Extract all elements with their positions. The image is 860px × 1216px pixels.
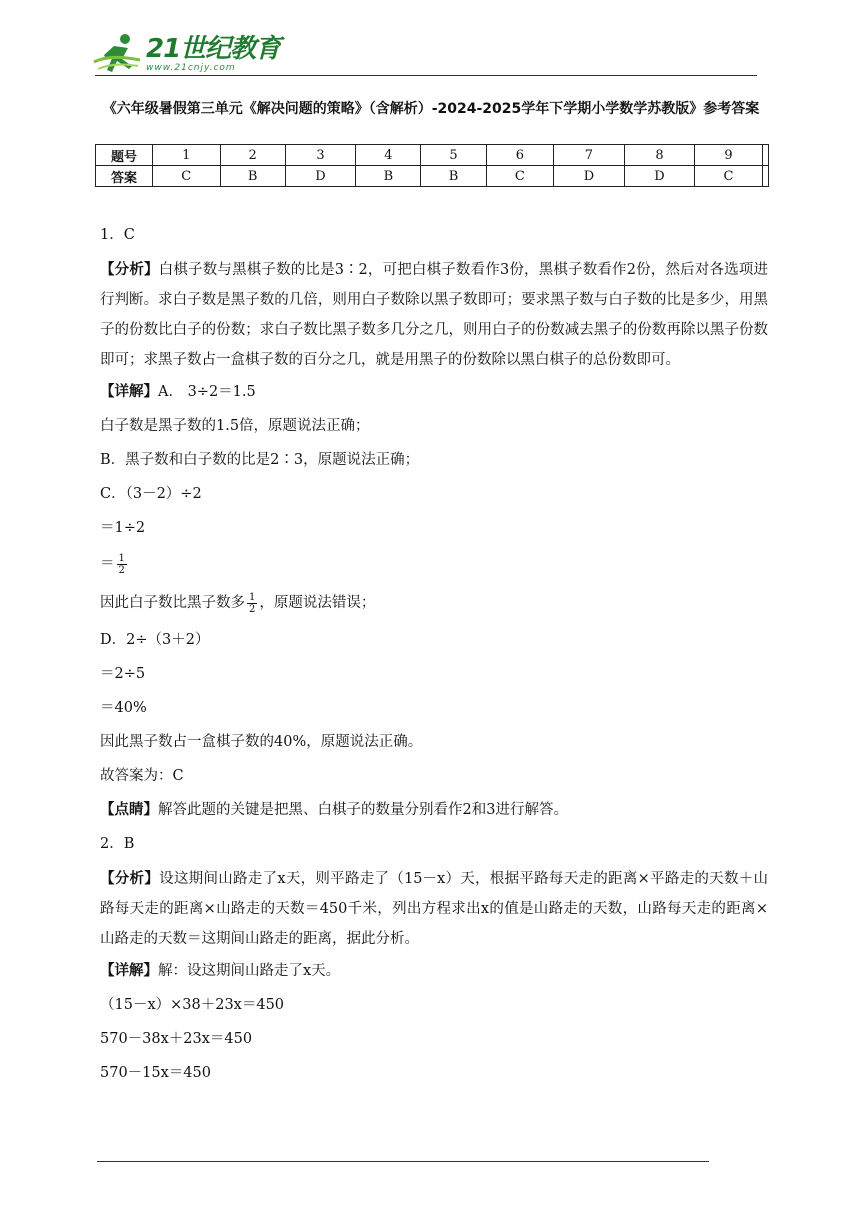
logo	[92, 32, 280, 76]
q1-line: ＝1÷2	[100, 520, 146, 536]
c-conclusion-after: ，原题说法错误；	[259, 595, 376, 611]
question-number-cell: 2	[220, 145, 285, 166]
runner-logo-icon	[92, 32, 144, 76]
answer-cell: C	[486, 166, 554, 187]
q1-analysis	[100, 255, 768, 375]
answer-cell	[762, 166, 768, 187]
detail-tag: 【详解】	[100, 963, 158, 979]
q1-line: B．黑子数和白子数的比是2∶3，原题说法正确；	[100, 452, 420, 468]
fraction-denominator: 2	[118, 564, 125, 576]
question-number-cell: 6	[486, 145, 554, 166]
logo-main-text: 21世纪教育	[146, 33, 281, 64]
question-1-answer: 1．C	[100, 227, 135, 243]
question-number-cell: 8	[624, 145, 695, 166]
question-number-cell: 5	[421, 145, 486, 166]
question-number-cell: 4	[356, 145, 421, 166]
detail-tag: 【详解】	[100, 384, 158, 400]
question-2-answer: 2．B	[100, 836, 135, 852]
q2-line: 570－15x＝450	[100, 1065, 211, 1081]
q2-line: 570－38x＋23x＝450	[100, 1031, 253, 1047]
q1-line: ＝2÷5	[100, 666, 146, 682]
page-header	[92, 30, 757, 80]
question-number-cell: 9	[695, 145, 763, 166]
fraction-numerator: 1	[118, 552, 125, 564]
q1-point-text: 解答此题的关键是把黑、白棋子的数量分别看作2和3进行解答。	[158, 802, 568, 818]
question-number-cell: 7	[554, 145, 625, 166]
fraction-denominator: 2	[249, 603, 256, 615]
q1-detail-first: A． 3÷2＝1.5	[158, 384, 256, 400]
q1-point	[100, 793, 768, 827]
q1-c-conclusion	[100, 583, 768, 623]
q1-detail	[100, 375, 768, 409]
solution-content	[100, 218, 768, 1090]
q2-analysis	[100, 864, 768, 954]
fraction	[247, 592, 257, 615]
question-number-cell: 1	[153, 145, 221, 166]
question-number-cell: 3	[285, 145, 356, 166]
answer-cell: B	[356, 166, 421, 187]
answer-cell: B	[421, 166, 486, 187]
row-label-answer: 答案	[96, 166, 153, 187]
point-tag: 【点睛】	[100, 802, 158, 818]
q2-detail-first: 解：设这期间山路走了x天。	[158, 963, 341, 979]
question-number-cell	[762, 145, 768, 166]
page-title: 《六年级暑假第三单元《解决问题的策略》（含解析）-2024-2025学年下学期小学数学苏教版》参考答案	[102, 101, 760, 117]
row-label-number: 题号	[96, 145, 153, 166]
answer-cell: D	[624, 166, 695, 187]
answer-table	[95, 144, 769, 187]
footer-divider	[97, 1161, 709, 1162]
answer-cell: B	[220, 166, 285, 187]
answer-cell: D	[554, 166, 625, 187]
header-divider	[95, 75, 757, 76]
analysis-tag: 【分析】	[100, 871, 160, 887]
q2-detail	[100, 954, 768, 988]
q1-line: 白子数是黑子数的1.5倍，原题说法正确；	[100, 418, 370, 434]
q1-fraction-line	[100, 545, 768, 583]
q1-line: C．（3－2）÷2	[100, 486, 202, 502]
answer-cell: C	[695, 166, 763, 187]
answer-cell: C	[153, 166, 221, 187]
answer-cell: D	[285, 166, 356, 187]
c-conclusion-before: 因此白子数比黑子数多	[100, 595, 245, 611]
table-row-answers	[96, 166, 769, 187]
q1-line: 故答案为：C	[100, 768, 184, 784]
logo-url-text: www.21cnjy.com	[146, 62, 236, 73]
q1-analysis-text: 白棋子数与黑棋子数的比是3∶2，可把白棋子数看作3份，黑棋子数看作2份，然后对各选项进行判断。求白子数是黑子数的几倍，则用白子数除以黑子数即可；要求黑子数与白子数的比是多少，用黑子的份数比白子的份数；求白子数比黑子数多几分之几，则用白子的份数减去黑子的份数再除以黑子份数即可；求黑子数占一盒棋子数的百分之几，就是用黑子的份数除以黑白棋子的总份数即可。	[100, 262, 769, 368]
analysis-tag: 【分析】	[100, 262, 159, 278]
q1-line: ＝40%	[100, 700, 147, 716]
fraction	[117, 553, 127, 576]
q2-line: （15－x）×38＋23x＝450	[100, 997, 285, 1013]
q2-analysis-text: 设这期间山路走了x天，则平路走了（15－x）天，根据平路每天走的距离×平路走的天数＋山路每天走的距离×山路走的天数＝450千米，列出方程求出x的值是山路走的天数，山路每天走的距离×山路走的天数＝这期间山路走的距离，据此分析。	[100, 871, 769, 947]
table-row-numbers	[96, 145, 769, 166]
q1-line: D．2÷（3＋2）	[100, 632, 210, 648]
equals-sign: ＝	[100, 556, 115, 572]
fraction-numerator: 1	[249, 591, 256, 603]
q1-line: 因此黑子数占一盒棋子数的40%，原题说法正确。	[100, 734, 423, 750]
